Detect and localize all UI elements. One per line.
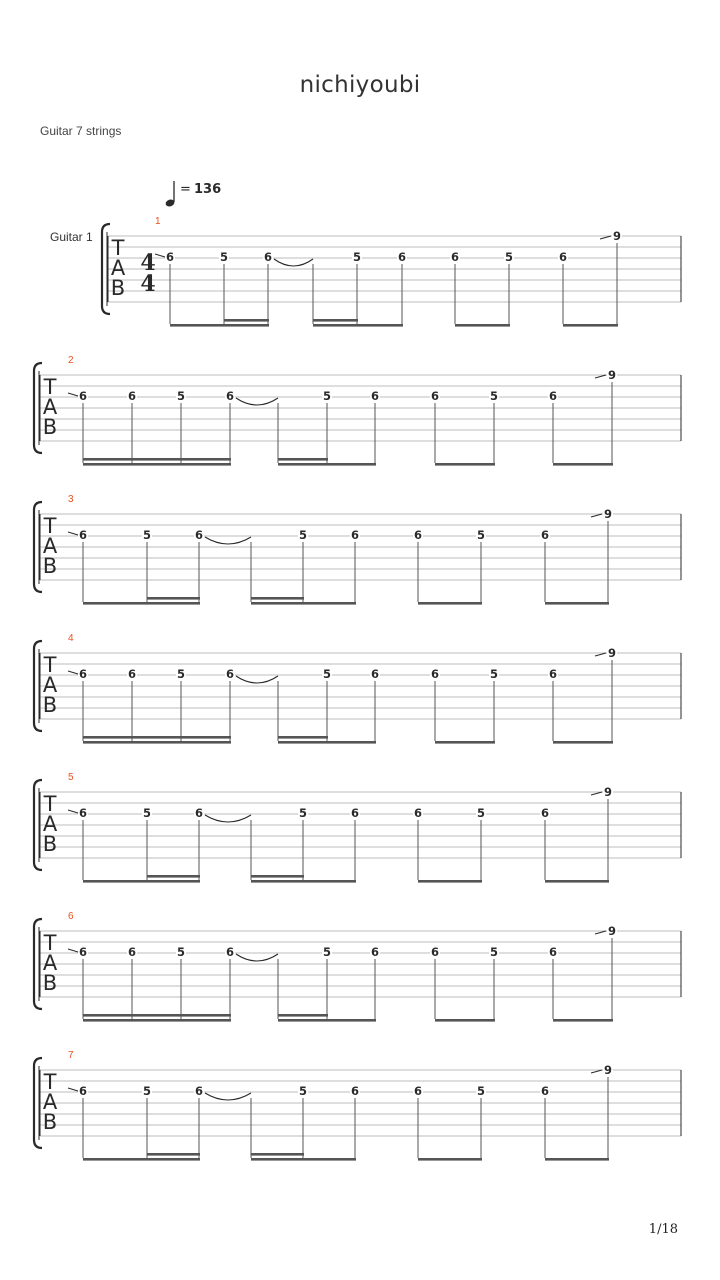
fret-number: 5 xyxy=(476,1084,486,1098)
tab-clef-letter: T xyxy=(43,1070,57,1094)
time-signature-bottom: 4 xyxy=(140,271,156,297)
measure-number: 4 xyxy=(68,633,74,644)
beam xyxy=(553,463,613,466)
fret-number: 6 xyxy=(78,667,88,681)
fret-number: 5 xyxy=(298,806,308,820)
fret-number: 6 xyxy=(78,945,88,959)
measure-number: 2 xyxy=(68,355,74,366)
fret-number: 6 xyxy=(194,528,204,542)
instrument-subtitle: Guitar 7 strings xyxy=(40,124,122,138)
tie-arc xyxy=(205,815,251,822)
slide-in-mark xyxy=(68,671,78,674)
slide-in-mark xyxy=(68,810,78,813)
fret-number: 9 xyxy=(607,924,617,938)
beam xyxy=(418,1158,482,1161)
beam xyxy=(83,880,200,883)
fret-number: 9 xyxy=(612,229,622,243)
fret-number: 6 xyxy=(165,250,175,264)
fret-number: 6 xyxy=(540,528,550,542)
fret-number: 6 xyxy=(430,945,440,959)
secondary-beam xyxy=(313,319,358,322)
fret-number: 5 xyxy=(476,806,486,820)
tab-clef-letter: B xyxy=(42,832,58,856)
fret-number: 5 xyxy=(322,667,332,681)
fret-number: 6 xyxy=(548,945,558,959)
fret-number: 6 xyxy=(370,389,380,403)
fret-number: 6 xyxy=(540,806,550,820)
fret-number: 9 xyxy=(607,646,617,660)
tab-clef-letter: T xyxy=(43,514,57,538)
beam xyxy=(83,602,200,605)
beam xyxy=(435,463,495,466)
fret-number: 6 xyxy=(194,806,204,820)
tab-clef-letter: B xyxy=(42,693,58,717)
fret-number: 9 xyxy=(603,507,613,521)
secondary-beam xyxy=(83,1014,231,1017)
beam xyxy=(545,602,609,605)
track-name: Guitar 1 xyxy=(50,230,93,244)
slide-in-mark xyxy=(68,1088,78,1091)
fret-number: 6 xyxy=(413,1084,423,1098)
beam xyxy=(418,880,482,883)
time-signature-top: 4 xyxy=(140,250,156,276)
tab-clef-letter: A xyxy=(42,812,58,836)
fret-number: 9 xyxy=(607,368,617,382)
fret-number: 6 xyxy=(540,1084,550,1098)
secondary-beam xyxy=(147,875,200,878)
fret-number: 6 xyxy=(413,528,423,542)
fret-number: 6 xyxy=(78,389,88,403)
fret-number: 6 xyxy=(548,389,558,403)
fret-number: 6 xyxy=(370,945,380,959)
fret-number: 5 xyxy=(476,528,486,542)
fret-number: 6 xyxy=(430,667,440,681)
beam xyxy=(455,324,510,327)
fret-number: 5 xyxy=(504,250,514,264)
beam xyxy=(251,1158,356,1161)
tab-clef-letter: A xyxy=(42,395,58,419)
fret-number: 5 xyxy=(489,389,499,403)
secondary-beam xyxy=(278,458,328,461)
slide-in-mark xyxy=(68,949,78,952)
beam xyxy=(563,324,618,327)
fret-number: 5 xyxy=(176,389,186,403)
tab-clef-letter: A xyxy=(42,534,58,558)
secondary-beam xyxy=(251,875,304,878)
fret-number: 6 xyxy=(558,250,568,264)
fret-number: 6 xyxy=(225,667,235,681)
fret-number: 6 xyxy=(263,250,273,264)
tab-clef-letter: B xyxy=(110,276,126,300)
fret-number: 6 xyxy=(350,1084,360,1098)
tie-arc xyxy=(274,259,313,266)
tab-clef-letter: B xyxy=(42,971,58,995)
secondary-beam xyxy=(83,458,231,461)
fret-number: 9 xyxy=(603,785,613,799)
tie-arc xyxy=(205,1093,251,1100)
secondary-beam xyxy=(147,597,200,600)
fret-number: 5 xyxy=(176,945,186,959)
fret-number: 5 xyxy=(322,945,332,959)
tab-clef-letter: T xyxy=(43,653,57,677)
fret-number: 5 xyxy=(219,250,229,264)
secondary-beam xyxy=(278,736,328,739)
fret-number: 6 xyxy=(397,250,407,264)
fret-number: 6 xyxy=(350,528,360,542)
beam xyxy=(313,324,403,327)
fret-number: 9 xyxy=(603,1063,613,1077)
beam xyxy=(278,463,376,466)
fret-number: 6 xyxy=(78,1084,88,1098)
fret-number: 6 xyxy=(127,389,137,403)
beam xyxy=(251,602,356,605)
tie-arc xyxy=(205,537,251,544)
fret-number: 5 xyxy=(322,389,332,403)
beam xyxy=(553,741,613,744)
tie-arc xyxy=(236,398,278,405)
slide-in-mark xyxy=(68,532,78,535)
tempo-equals: = xyxy=(180,182,191,197)
fret-number: 5 xyxy=(142,1084,152,1098)
beam xyxy=(545,880,609,883)
fret-number: 5 xyxy=(489,945,499,959)
tab-clef-letter: B xyxy=(42,554,58,578)
beam xyxy=(83,741,231,744)
tie-arc xyxy=(236,676,278,683)
beam xyxy=(278,741,376,744)
secondary-beam xyxy=(278,1014,328,1017)
beam xyxy=(83,1158,200,1161)
measure-number: 1 xyxy=(155,216,161,227)
secondary-beam xyxy=(251,597,304,600)
measure-number: 6 xyxy=(68,911,74,922)
fret-number: 5 xyxy=(489,667,499,681)
secondary-beam xyxy=(224,319,269,322)
tab-clef-letter: B xyxy=(42,1110,58,1134)
fret-number: 6 xyxy=(127,667,137,681)
beam xyxy=(435,741,495,744)
beam xyxy=(435,1019,495,1022)
beam xyxy=(83,1019,231,1022)
slide-in-mark xyxy=(155,254,165,257)
beam xyxy=(545,1158,609,1161)
tab-clef-letter: B xyxy=(42,415,58,439)
fret-number: 5 xyxy=(142,806,152,820)
beam xyxy=(278,1019,376,1022)
song-title: nichiyoubi xyxy=(299,72,421,98)
measure-number: 5 xyxy=(68,772,74,783)
tab-clef-letter: T xyxy=(43,375,57,399)
tab-clef-letter: A xyxy=(42,1090,58,1114)
fret-number: 6 xyxy=(78,806,88,820)
fret-number: 5 xyxy=(298,1084,308,1098)
tempo-value: 136 xyxy=(194,182,222,197)
fret-number: 6 xyxy=(413,806,423,820)
beam xyxy=(418,602,482,605)
beam xyxy=(170,324,269,327)
secondary-beam xyxy=(251,1153,304,1156)
fret-number: 5 xyxy=(298,528,308,542)
fret-number: 6 xyxy=(548,667,558,681)
tie-arc xyxy=(236,954,278,961)
fret-number: 6 xyxy=(127,945,137,959)
fret-number: 6 xyxy=(450,250,460,264)
secondary-beam xyxy=(83,736,231,739)
slide-in-mark xyxy=(68,393,78,396)
tab-clef-letter: T xyxy=(111,236,125,260)
page-number: 1/18 xyxy=(648,1222,678,1237)
fret-number: 6 xyxy=(370,667,380,681)
secondary-beam xyxy=(147,1153,200,1156)
measure-number: 3 xyxy=(68,494,74,505)
fret-number: 5 xyxy=(142,528,152,542)
fret-number: 5 xyxy=(352,250,362,264)
measure-number: 7 xyxy=(68,1050,74,1061)
fret-number: 6 xyxy=(78,528,88,542)
fret-number: 6 xyxy=(225,389,235,403)
tab-clef-letter: T xyxy=(43,931,57,955)
tab-clef-letter: A xyxy=(110,256,126,280)
tab-clef-letter: A xyxy=(42,673,58,697)
beam xyxy=(83,463,231,466)
beam xyxy=(251,880,356,883)
tab-clef-letter: A xyxy=(42,951,58,975)
beam xyxy=(553,1019,613,1022)
fret-number: 5 xyxy=(176,667,186,681)
fret-number: 6 xyxy=(350,806,360,820)
fret-number: 6 xyxy=(194,1084,204,1098)
fret-number: 6 xyxy=(430,389,440,403)
fret-number: 6 xyxy=(225,945,235,959)
tab-clef-letter: T xyxy=(43,792,57,816)
